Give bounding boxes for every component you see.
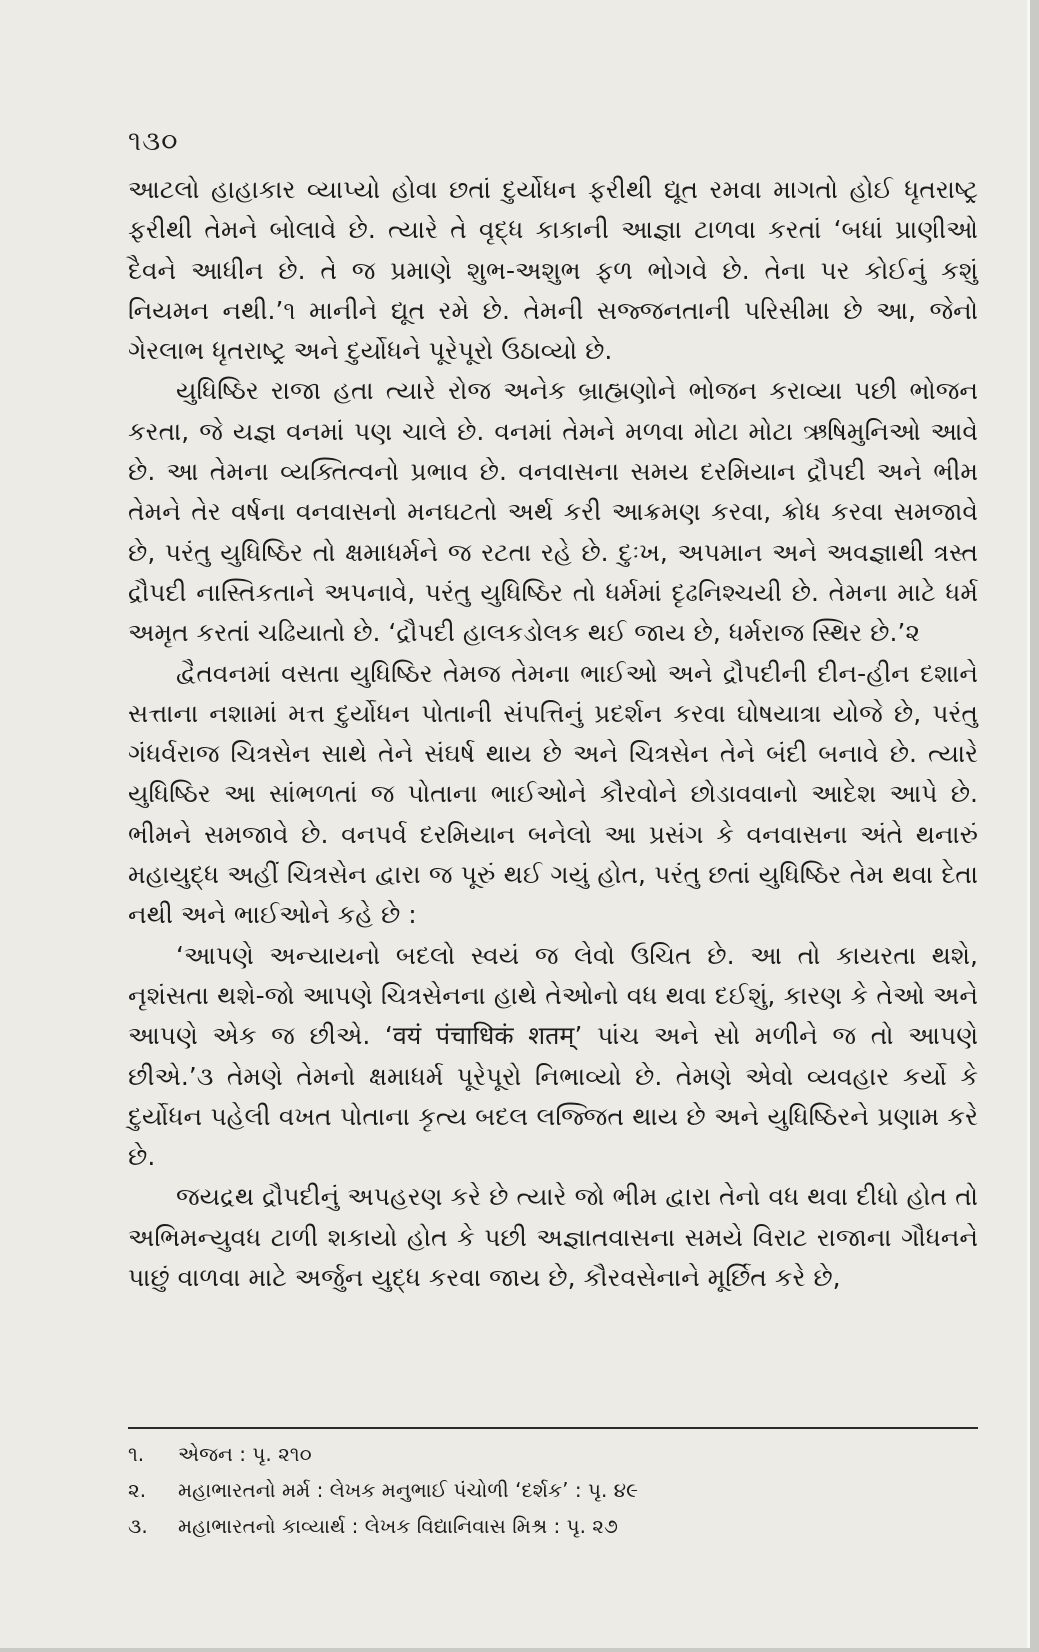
- paragraph: દ્વૈતવનમાં વસતા યુધિષ્ઠિર તેમજ તેમના ભાઈઓ અને દ્રૌપદીની દીન-હીન દશાને સત્તાના નશામાં મત્ત દુર્યોધન પોતાની સંપત્તિનું પ્રદર્શન કરવા ઘોષયાત્રા યોજે છે, પરંતુ ગંધર્વરાજ ચિત્રસેન સાથે તેને સંઘર્ષ થાય છે અને ચિત્રસેન તેને બંદી બનાવે છે. ત્યારે યુધિષ્ઠિર આ સાંભળતાં જ પોતાના ભાઈઓને કૌરવોને છોડાવવાનો આદેશ આપે છે. ભીમને સમજાવે છે. વનપર્વ દરમિયાન બનેલો આ પ્રસંગ કે વનવાસના અંતે થનારું મહાયુદ્ધ અહીં ચિત્રસેન દ્વારા જ પૂરું થઈ ગયું હોત, પરંતુ છતાં યુધિષ્ઠિર તેમ થવા દેતા નથી અને ભાઈઓને કહે છે :: [128, 658, 978, 930]
- paragraph: જયદ્રથ દ્રૌપદીનું અપહરણ કરે છે ત્યારે જો ભીમ દ્વારા તેનો વધ થવા દીધો હોત તો અભિમન્યુવધ ટાળી શકાયો હોત કે પછી અજ્ઞાતવાસના સમયે વિરાટ રાજાના ગૌધનને પાછું વાળવા માટે અર્જુન યુદ્ધ કરવા જાય છે, કૌરવસેનાને મૂર્છિત કરે છે,: [128, 1182, 978, 1293]
- footnote-item: [128, 1508, 978, 1544]
- paragraph: આટલો હાહાકાર વ્યાપ્યો હોવા છતાં દુર્યોધન ફરીથી દ્યૂત રમવા માગતો હોઈ ધૃતરાષ્ટ્ર ફરીથી તેમને બોલાવે છે. ત્યારે તે વૃદ્ધ કાકાની આજ્ઞા ટાળવા કરતાં ‘બધાં પ્રાણીઓ દૈવને આધીન છે. તે જ પ્રમાણે શુભ-અશુભ ફળ ભોગવે છે. તેના પર કોઈનું કશું નિયમન નથી.’૧ માનીને દ્યૂત રમે છે. તેમની સજ્જનતાની પરિસીમા છે આ, જેનો ગેરલાભ ધૃતરાષ્ટ્ર અને દુર્યોધને પૂરેપૂરો ઉઠાવ્યો છે.: [128, 175, 978, 366]
- footnote-item: [128, 1472, 978, 1508]
- page-number: ૧૩૦: [128, 126, 179, 157]
- footnote-divider: [128, 1427, 978, 1429]
- footnotes: [128, 1436, 978, 1544]
- footnote-number: ૧.: [128, 1442, 145, 1466]
- footnote-text: મહાભારતનો કાવ્યાર્થ : લેખક વિદ્યાનિવાસ મિશ્ર : પૃ. ૨૭: [178, 1514, 618, 1538]
- footnote-text: એજન : પૃ. ૨૧૦: [178, 1442, 312, 1466]
- footnote-number: ૨.: [128, 1478, 147, 1502]
- paragraph: યુધિષ્ઠિર રાજા હતા ત્યારે રોજ અનેક બ્રાહ્મણોને ભોજન કરાવ્યા પછી ભોજન કરતા, જે યજ્ઞ વનમાં પણ ચાલે છે. વનમાં તેમને મળવા મોટા મોટા ઋષિમુનિઓ આવે છે. આ તેમના વ્યક્તિત્વનો પ્રભાવ છે. વનવાસના સમય દરમિયાન દ્રૌપદી અને ભીમ તેમને તેર વર્ષના વનવાસનો મનઘટતો અર્થ કરી આક્રમણ કરવા, ક્રોધ કરવા સમજાવે છે, પરંતુ યુધિષ્ઠિર તો ક્ષમાધર્મને જ રટતા રહે છે. દુઃખ, અપમાન અને અવજ્ઞાથી ત્રસ્ત દ્રૌપદી નાસ્તિકતાને અપનાવે, પરંતુ યુધિષ્ઠિર તો ધર્મમાં દૃઢનિશ્ચયી છે. તેમના માટે ધર્મ અમૃત કરતાં ચઢિયાતો છે. ‘દ્રૌપદી હાલકડોલક થઈ જાય છે, ધર્મરાજ સ્થિર છે.’૨: [128, 376, 978, 648]
- footnote-number: ૩.: [128, 1514, 148, 1538]
- footnote-item: [128, 1436, 978, 1472]
- footnote-text: મહાભારતનો મર્મ : લેખક મનુભાઈ પંચોળી ‘દર્શક’ : પૃ. ૪૯: [178, 1478, 638, 1502]
- paragraph: ‘આપણે અન્યાયનો બદલો સ્વયં જ લેવો ઉચિત છે. આ તો કાયરતા થશે, નૃશંસતા થશે-જો આપણે ચિત્રસેનના હાથે તેઓનો વધ થવા દઈશું, કારણ કે તેઓ અને આપણે એક જ છીએ. ‘वयं पंचाधिकं शतम्’ પાંચ અને સો મળીને જ તો આપણે છીએ.’૩ તેમણે તેમનો ક્ષમાધર્મ પૂરેપૂરો નિભાવ્યો છે. તેમણે એવો વ્યવહાર કર્યો કે દુર્યોધન પહેલી વખત પોતાના કૃત્ય બદલ લજ્જિત થાય છે અને યુધિષ્ઠિરને પ્રણામ કરે છે.: [128, 940, 978, 1172]
- body-text: [128, 170, 978, 1298]
